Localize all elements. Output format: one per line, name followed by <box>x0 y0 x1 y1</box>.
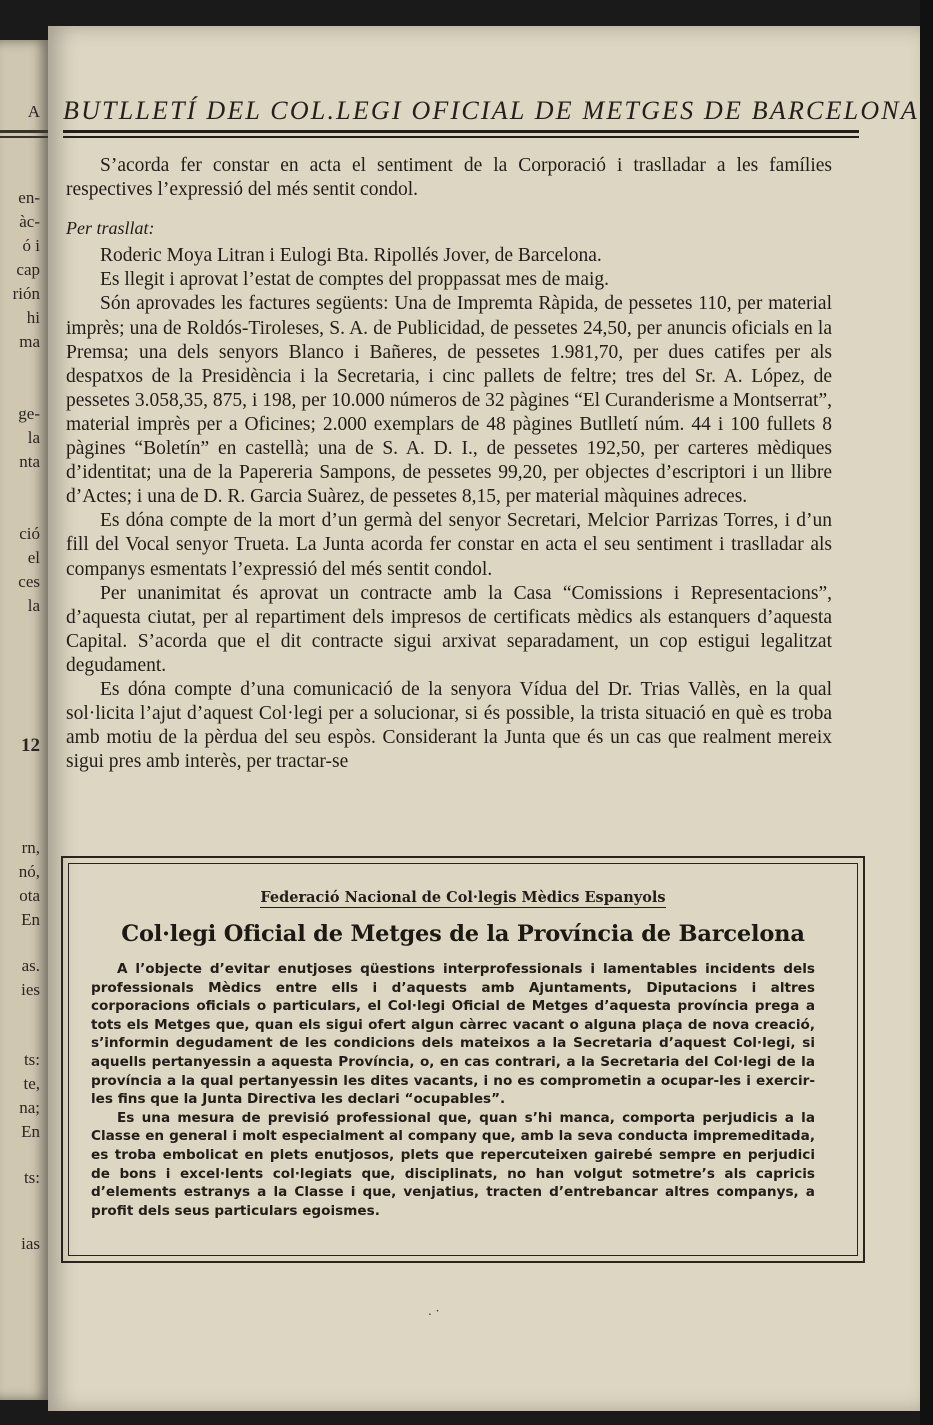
facing-page-rule <box>0 136 50 138</box>
facing-page-fragment: rión <box>12 284 40 303</box>
facing-page-fragment: hi <box>26 308 40 327</box>
facing-page-fragment: as. <box>21 956 40 975</box>
section-label: Per trasllat: <box>66 218 155 239</box>
facing-page-fragment: En <box>21 910 40 929</box>
paragraph: Es dóna compte de la mort d’un germà del senyor Secretari, Melcior Parrizas Torres, i d’un fill del Vocal senyor Trueta. La Junta acorda fer constar en acta el seu sentiment i traslladar als companys esmentats l’expressió del més sentit condol. <box>66 510 832 580</box>
facing-page-fragment: ge- <box>18 404 40 423</box>
page <box>48 26 920 1411</box>
notice-paragraph: Es una mesura de previsió professional que, quan s’hi manca, comporta perjudicis a la Classe en general i molt especialment al company que, amb la seva conducta impremeditada, es troba embolicat en plets enutjosos, plets que repercuteixen gairebé sempre en perjudici de bons i excel·lents col·legiats que, disciplinats, no han volgut sotmetre’s als capricis d’elements estranys a la Classe i que, venjatius, tracten d’entrebancar altres companys, a profit dels seus particulars egoismes. <box>91 1109 815 1219</box>
facing-page-fragment: ces <box>18 572 40 591</box>
notice-box <box>61 856 865 1263</box>
header-rule <box>63 130 859 133</box>
header-rule <box>63 136 859 138</box>
notice-subtitle-text: Federació Nacional de Col·legis Mèdics Espanyols <box>260 889 666 906</box>
body-text <box>66 154 832 774</box>
paragraph: Es llegit i aprovat l’estat de comptes del proppassat mes de maig. <box>100 269 610 291</box>
facing-page-fragment: el <box>27 548 40 567</box>
notice-paragraph: A l’objecte d’evitar enutjoses qüestions interprofessionals i lamentables incidents dels professionals Mèdics entre ells i d’aquests amb Ajuntaments, Diputacions i altres corporacions oficials o particulars, el Col·legi Oficial de Metges d’aquesta província prega a tots els Metges que, quan els sigui ofert algun càrrec vacant o alguna plaça de nova creació, s’informin degudament de les condicions dels mateixos a la Secretaria d’aquest Col·legi, si aquells pertanyessin a aquesta Província, o, en cas contrari, a la Secretaria del Col·legi de la província a la qual pertanyessin les dites vacants, i no es comprometin a ocupar-les i exercir-les fins que la Junta Directiva les declari “ocupables”. <box>91 961 815 1108</box>
facing-page-fragment: ció <box>19 524 40 543</box>
facing-page-fragment: te, <box>23 1074 40 1093</box>
facing-page-fragment: rn, <box>21 838 40 857</box>
paragraph: S’acorda fer constar en acta el sentiment de la Corporació i traslladar a les famílies respectives l’expressió del més sentit condol. <box>66 155 832 201</box>
facing-page-fragment: la <box>27 596 40 615</box>
facing-page-fragment: ts: <box>23 1050 40 1069</box>
facing-page-fragment: En <box>21 1122 40 1141</box>
facing-page-edge <box>0 40 50 1400</box>
notice-text <box>91 960 815 1220</box>
paragraph: Per unanimitat és aprovat un contracte amb la Casa “Comissions i Representacions”, d’aquesta ciutat, per al repartiment dels impresos de certificats mèdics als estanquers d’aquesta Capital. S’acorda que el dit contracte sigui arxivat separadament, un cop estigui legalitzat degudament. <box>66 582 832 676</box>
facing-page-fragment: ota <box>19 886 40 905</box>
facing-page-fragment: àc- <box>19 212 40 231</box>
facing-page-fragment: ias <box>21 1234 40 1253</box>
facing-page-fragment: ies <box>21 980 40 999</box>
scan-border <box>920 0 933 1425</box>
notice-title: Col·legi Oficial de Metges de la Província de Barcelona <box>121 921 805 947</box>
facing-page-fragment: cap <box>16 260 40 279</box>
notice-subtitle <box>63 889 863 906</box>
facing-page-fragment: ma <box>19 332 40 351</box>
running-header: BUTLLETÍ DEL COL.LEGI OFICIAL DE METGES DE BARCELONA <box>63 96 919 125</box>
paragraph: Es dóna compte d’una comunicació de la senyora Vídua del Dr. Trias Vallès, en la qual sol·licita l’ajut d’aquest Col·legi per a solucionar, si és possible, la trista situació en què es troba amb motiu de la pèrdua del seu espòs. Considerant la Junta que és un cas que realment mereix sigui pres amb interès, per tractar-se <box>66 678 832 773</box>
facing-page-fragment: nó, <box>18 862 40 881</box>
facing-page-fragment: ts: <box>23 1168 40 1187</box>
facing-page-fragment: 12 <box>21 735 40 756</box>
facing-page-rule <box>0 130 50 133</box>
facing-page-fragment: na; <box>19 1098 40 1117</box>
facing-page-fragment: nta <box>19 452 40 471</box>
facing-page-fragment: ó i <box>22 236 40 255</box>
page-mark: . · <box>428 1304 440 1318</box>
paragraph: Són aprovades les factures següents: Una de Impremta Ràpida, de pessetes 110, per material imprès; una de Roldós-Tiroleses, S. A. de Publicidad, de pessetes 24,50, per anuncis oficials en la Premsa; una dels senyors Blanco i Bañeres, de pessetes 1.981,70, per dues catifes per als despatxos de la Presidència i la Secretaria, i cinc pallets de feltre; tres del Sr. A. López, de pessetes 3.058,35, 875, i 198, per 10.000 números de 32 pàgines “El Curanderisme a Montserrat”, material imprès per a Oficines; 2.000 exemplars de 48 pàgines Butlletí núm. 44 i 100 fullets 8 pàgines “Boletín” en castellà; una de S. A. D. I., de pessetes 192,50, per carteres mèdiques d’identitat; una de la Papereria Sampons, de pessetes 99,20, per objectes d’escriptori i un llibre d’Actes; i una de D. R. Garcia Suàrez, de pessetes 8,15, per material màquines adreces. <box>66 293 832 508</box>
facing-page-fragment: A <box>27 102 40 121</box>
facing-page-fragment: en- <box>18 188 40 207</box>
facing-page-fragment: la <box>27 428 40 447</box>
paragraph: Roderic Moya Litran i Eulogi Bta. Ripollés Jover, de Barcelona. <box>100 245 602 267</box>
